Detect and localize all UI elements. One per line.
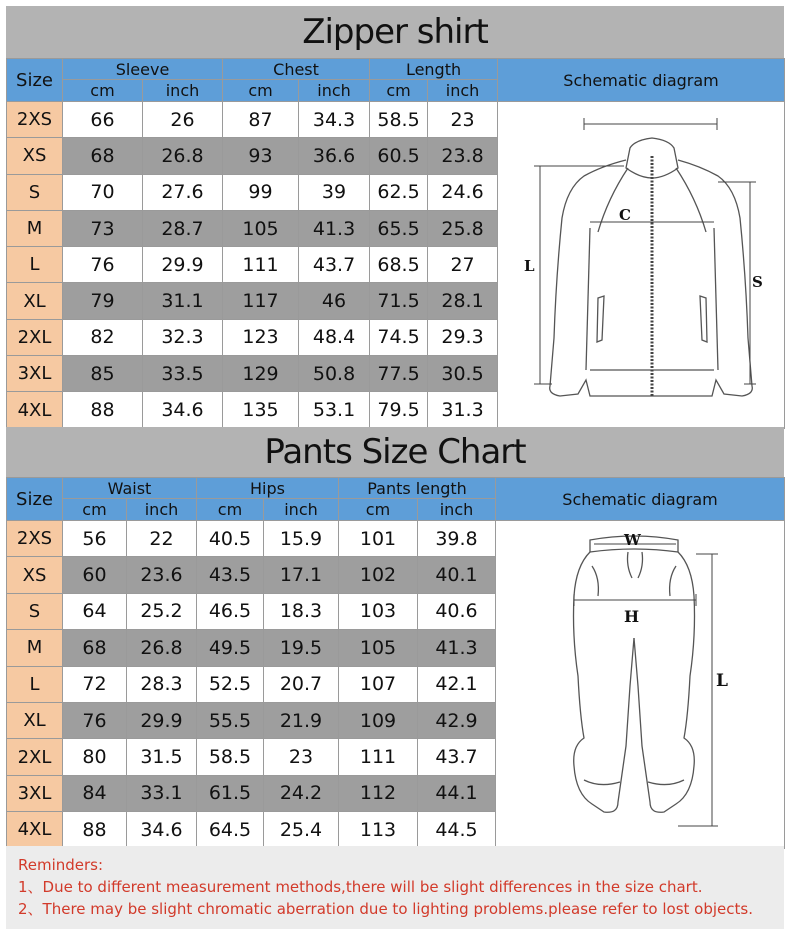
measurement-cell: 28.3 — [127, 666, 197, 702]
measurement-cell: 74.5 — [370, 319, 428, 355]
measurement-cell: 48.4 — [299, 319, 370, 355]
measurement-cell: 99 — [223, 174, 299, 210]
measurement-cell: 109 — [339, 702, 418, 738]
measurement-cell: 76 — [63, 702, 127, 738]
measurement-cell: 28.1 — [428, 283, 498, 319]
measurement-cell: 40.6 — [418, 593, 496, 629]
measurement-cell: 34.6 — [127, 812, 197, 848]
shirt-title: Zipper shirt — [302, 12, 488, 52]
measurement-cell: 22 — [127, 521, 197, 557]
size-cell: XL — [7, 702, 63, 738]
reminder-item-1: 1、Due to different measurement methods,there will be slight differences in the size chart. — [18, 878, 703, 896]
shirt-unit-cm: cm — [63, 80, 143, 102]
size-cell: 4XL — [7, 392, 63, 428]
reminder-item-2: 2、There may be slight chromatic aberration due to lighting problems.please refer to lost objects. — [18, 900, 753, 918]
measurement-cell: 68 — [63, 630, 127, 666]
size-cell: 3XL — [7, 356, 63, 392]
measurement-cell: 32.3 — [143, 319, 223, 355]
shirt-group-sleeve: Sleeve — [63, 59, 223, 80]
jacket-label-l: L — [524, 257, 535, 275]
pants-group-hips: Hips — [197, 478, 339, 499]
measurement-cell: 29.9 — [127, 702, 197, 738]
measurement-cell: 123 — [223, 319, 299, 355]
pants-unit-inch: inch — [127, 499, 197, 521]
measurement-cell: 24.6 — [428, 174, 498, 210]
size-cell: M — [7, 210, 63, 246]
measurement-cell: 55.5 — [197, 702, 264, 738]
measurement-cell: 43.7 — [299, 247, 370, 283]
measurement-cell: 111 — [223, 247, 299, 283]
measurement-cell: 117 — [223, 283, 299, 319]
measurement-cell: 71.5 — [370, 283, 428, 319]
measurement-cell: 29.9 — [143, 247, 223, 283]
measurement-cell: 88 — [63, 812, 127, 848]
measurement-cell: 31.1 — [143, 283, 223, 319]
measurement-cell: 39.8 — [418, 521, 496, 557]
measurement-cell: 60 — [63, 557, 127, 593]
measurement-cell: 44.1 — [418, 775, 496, 811]
size-cell: 2XL — [7, 739, 63, 775]
measurement-cell: 26 — [143, 102, 223, 138]
pants-schematic-header: Schematic diagram — [496, 478, 785, 521]
measurement-cell: 93 — [223, 138, 299, 174]
reminders-title: Reminders: — [18, 856, 104, 874]
size-cell: 2XS — [7, 102, 63, 138]
measurement-cell: 105 — [339, 630, 418, 666]
measurement-cell: 72 — [63, 666, 127, 702]
measurement-cell: 21.9 — [264, 702, 339, 738]
measurement-cell: 18.3 — [264, 593, 339, 629]
measurement-cell: 66 — [63, 102, 143, 138]
jacket-label-c: C — [619, 206, 631, 224]
measurement-cell: 26.8 — [127, 630, 197, 666]
measurement-cell: 49.5 — [197, 630, 264, 666]
measurement-cell: 68 — [63, 138, 143, 174]
measurement-cell: 34.3 — [299, 102, 370, 138]
measurement-cell: 88 — [63, 392, 143, 428]
pants-size-header: Size — [7, 478, 63, 521]
measurement-cell: 41.3 — [299, 210, 370, 246]
size-cell: 3XL — [7, 775, 63, 811]
shirt-title-bar — [6, 6, 784, 58]
measurement-cell: 65.5 — [370, 210, 428, 246]
measurement-cell: 85 — [63, 356, 143, 392]
measurement-cell: 23.6 — [127, 557, 197, 593]
pants-unit-inch: inch — [418, 499, 496, 521]
measurement-cell: 40.1 — [418, 557, 496, 593]
pants-unit-cm: cm — [63, 499, 127, 521]
pants-unit-cm: cm — [197, 499, 264, 521]
measurement-cell: 27.6 — [143, 174, 223, 210]
reminders-box — [6, 846, 784, 929]
measurement-cell: 42.9 — [418, 702, 496, 738]
measurement-cell: 64 — [63, 593, 127, 629]
measurement-cell: 68.5 — [370, 247, 428, 283]
measurement-cell: 56 — [63, 521, 127, 557]
size-cell: S — [7, 593, 63, 629]
measurement-cell: 44.5 — [418, 812, 496, 848]
size-cell: XS — [7, 138, 63, 174]
size-cell: XL — [7, 283, 63, 319]
measurement-cell: 58.5 — [370, 102, 428, 138]
measurement-cell: 23 — [428, 102, 498, 138]
measurement-cell: 46.5 — [197, 593, 264, 629]
measurement-cell: 43.7 — [418, 739, 496, 775]
measurement-cell: 28.7 — [143, 210, 223, 246]
measurement-cell: 129 — [223, 356, 299, 392]
measurement-cell: 20.7 — [264, 666, 339, 702]
size-cell: L — [7, 666, 63, 702]
measurement-cell: 19.5 — [264, 630, 339, 666]
measurement-cell: 102 — [339, 557, 418, 593]
measurement-cell: 79.5 — [370, 392, 428, 428]
measurement-cell: 84 — [63, 775, 127, 811]
measurement-cell: 33.5 — [143, 356, 223, 392]
measurement-cell: 107 — [339, 666, 418, 702]
measurement-cell: 39 — [299, 174, 370, 210]
pants-label-l: L — [716, 671, 728, 691]
measurement-cell: 42.1 — [418, 666, 496, 702]
measurement-cell: 80 — [63, 739, 127, 775]
size-cell: L — [7, 247, 63, 283]
pants-group-length: Pants length — [339, 478, 496, 499]
measurement-cell: 112 — [339, 775, 418, 811]
jacket-schematic-diagram — [512, 108, 778, 418]
measurement-cell: 50.8 — [299, 356, 370, 392]
measurement-cell: 135 — [223, 392, 299, 428]
measurement-cell: 27 — [428, 247, 498, 283]
measurement-cell: 34.6 — [143, 392, 223, 428]
measurement-cell: 23 — [264, 739, 339, 775]
size-cell: 2XS — [7, 521, 63, 557]
measurement-cell: 87 — [223, 102, 299, 138]
measurement-cell: 46 — [299, 283, 370, 319]
measurement-cell: 23.8 — [428, 138, 498, 174]
measurement-cell: 30.5 — [428, 356, 498, 392]
measurement-cell: 31.3 — [428, 392, 498, 428]
measurement-cell: 43.5 — [197, 557, 264, 593]
measurement-cell: 25.8 — [428, 210, 498, 246]
measurement-cell: 33.1 — [127, 775, 197, 811]
size-cell: XS — [7, 557, 63, 593]
shirt-unit-inch: inch — [299, 80, 370, 102]
measurement-cell: 103 — [339, 593, 418, 629]
pants-unit-cm: cm — [339, 499, 418, 521]
pants-label-w: W — [624, 531, 641, 549]
jacket-label-s: S — [752, 273, 763, 291]
measurement-cell: 77.5 — [370, 356, 428, 392]
measurement-cell: 64.5 — [197, 812, 264, 848]
measurement-cell: 58.5 — [197, 739, 264, 775]
measurement-cell: 24.2 — [264, 775, 339, 811]
measurement-cell: 40.5 — [197, 521, 264, 557]
measurement-cell: 60.5 — [370, 138, 428, 174]
pants-label-h: H — [624, 607, 640, 626]
measurement-cell: 70 — [63, 174, 143, 210]
shirt-schematic-header: Schematic diagram — [498, 59, 785, 102]
size-cell: 4XL — [7, 812, 63, 848]
shirt-unit-cm: cm — [223, 80, 299, 102]
shirt-group-chest: Chest — [223, 59, 370, 80]
pants-schematic-diagram — [548, 526, 748, 832]
measurement-cell: 26.8 — [143, 138, 223, 174]
measurement-cell: 41.3 — [418, 630, 496, 666]
pants-title: Pants Size Chart — [264, 432, 526, 472]
measurement-cell: 79 — [63, 283, 143, 319]
measurement-cell: 25.4 — [264, 812, 339, 848]
measurement-cell: 61.5 — [197, 775, 264, 811]
measurement-cell: 17.1 — [264, 557, 339, 593]
measurement-cell: 15.9 — [264, 521, 339, 557]
measurement-cell: 52.5 — [197, 666, 264, 702]
measurement-cell: 36.6 — [299, 138, 370, 174]
measurement-cell: 111 — [339, 739, 418, 775]
measurement-cell: 101 — [339, 521, 418, 557]
pants-title-bar — [6, 427, 784, 477]
measurement-cell: 73 — [63, 210, 143, 246]
measurement-cell: 29.3 — [428, 319, 498, 355]
measurement-cell: 31.5 — [127, 739, 197, 775]
shirt-unit-inch: inch — [143, 80, 223, 102]
measurement-cell: 76 — [63, 247, 143, 283]
shirt-group-length: Length — [370, 59, 498, 80]
size-cell: 2XL — [7, 319, 63, 355]
measurement-cell: 53.1 — [299, 392, 370, 428]
size-cell: M — [7, 630, 63, 666]
measurement-cell: 62.5 — [370, 174, 428, 210]
size-cell: S — [7, 174, 63, 210]
shirt-unit-inch: inch — [428, 80, 498, 102]
pants-group-waist: Waist — [63, 478, 197, 499]
shirt-unit-cm: cm — [370, 80, 428, 102]
measurement-cell: 25.2 — [127, 593, 197, 629]
shirt-size-header: Size — [7, 59, 63, 102]
pants-unit-inch: inch — [264, 499, 339, 521]
measurement-cell: 105 — [223, 210, 299, 246]
measurement-cell: 82 — [63, 319, 143, 355]
measurement-cell: 113 — [339, 812, 418, 848]
